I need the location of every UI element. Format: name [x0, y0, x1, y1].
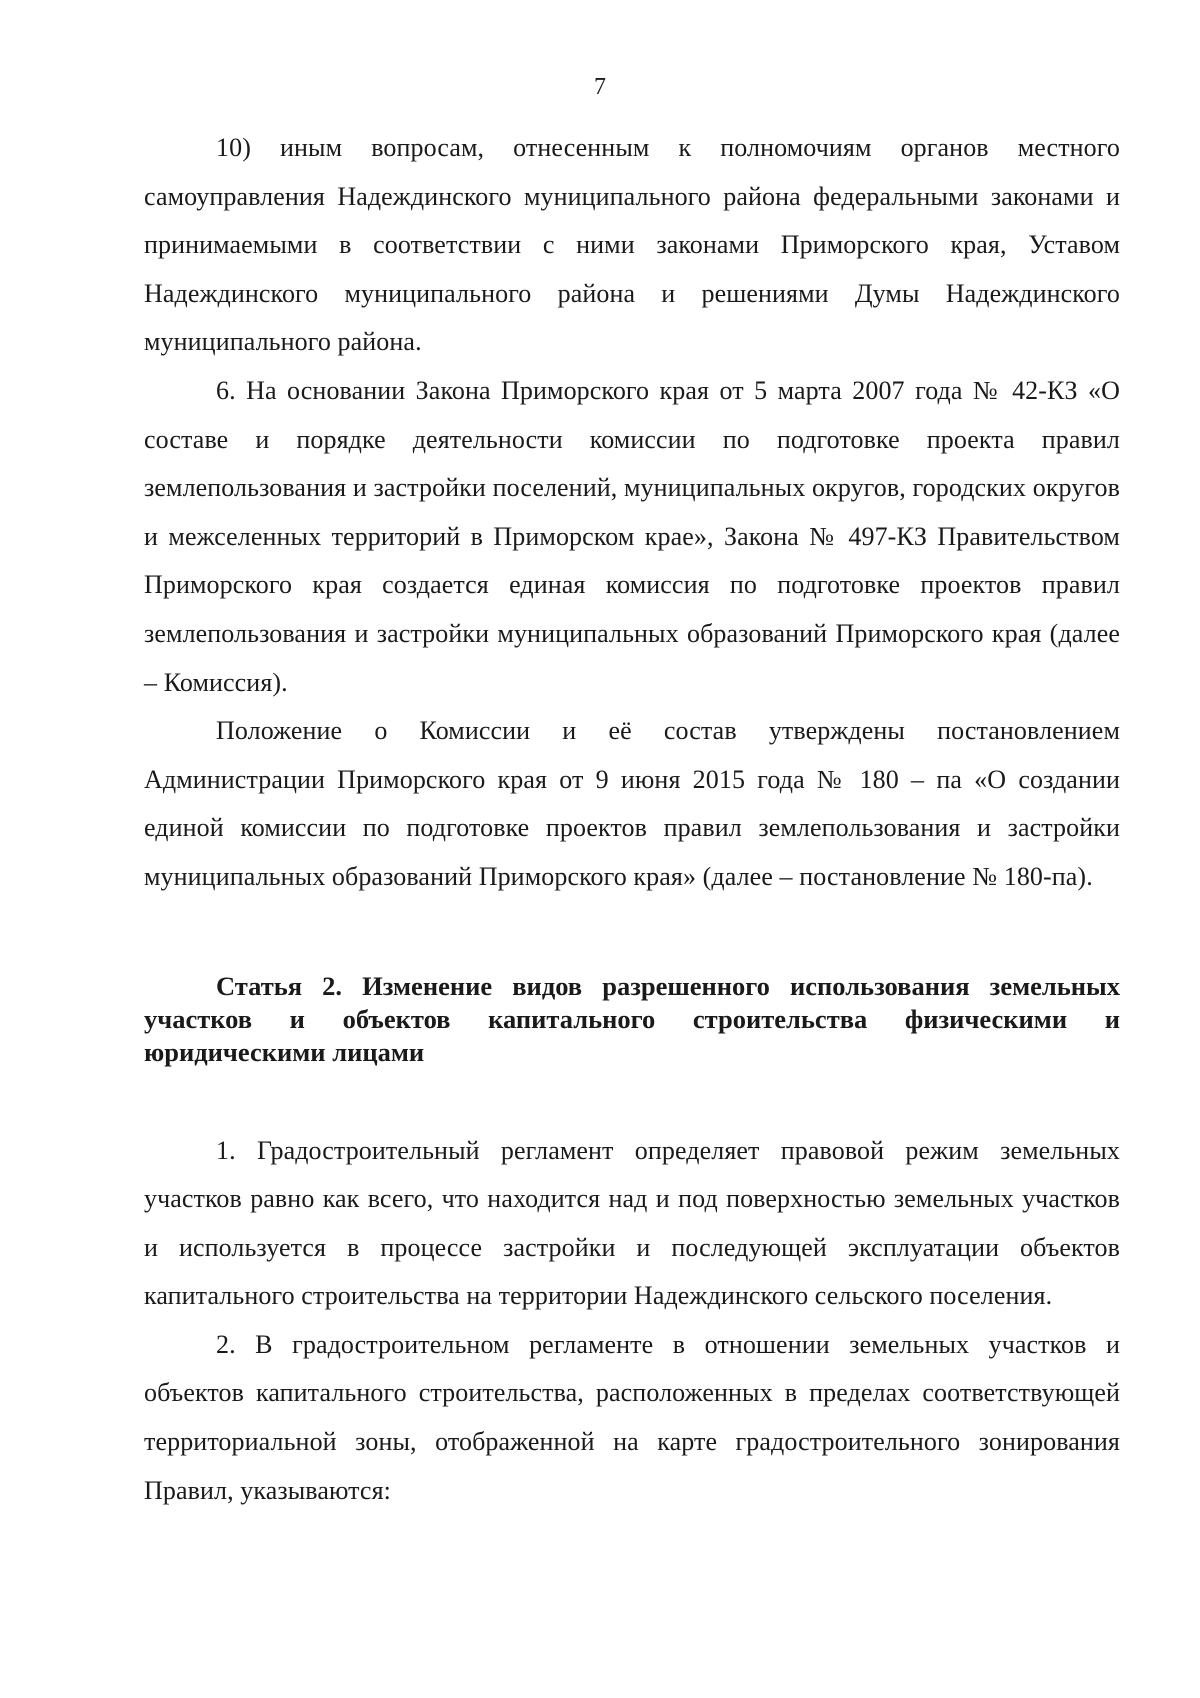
document-body: [144, 124, 1120, 1515]
paragraph-item-10: 10) иным вопросам, отнесенным к полномочиям органов местного самоуправления Надеждинского муниципального района федеральными законами и принимаемыми в соответствии с ними законами Приморского края, Уставом Надеждинского муниципального района и решениями Думы Надеждинского муниципального района.: [144, 133, 1120, 357]
page-number: 7: [594, 74, 606, 100]
paragraph-article-2-1: 1. Градостроительный регламент определяет правовой режим земельных участков равно как всего, что находится над и под поверхностью земельных участков и используется в процессе застройки и последующей эксплуатации объектов капитального строительства на территории Надеждинского сельского поселения.: [144, 1135, 1120, 1311]
paragraph-commission-regulation: Положение о Комиссии и её состав утверждены постановлением Администрации Приморского края от 9 июня 2015 года № 180 – па «О создании единой комиссии по подготовке проектов правил землепользования и застройки муниципальных образований Приморского края» (далее – постановление № 180-па).: [144, 716, 1120, 891]
paragraph-6: 6. На основании Закона Приморского края от 5 марта 2007 года № 42-КЗ «О составе и порядке деятельности комиссии по подготовке проекта правил землепользования и застройки поселений, муниципальных округов, городских округов и межселенных территорий в Приморском крае», Закона № 497-КЗ Правительством Приморского края создается единая комиссия по подготовке проектов правил землепользования и застройки муниципальных образований Приморского края (далее – Комиссия).: [144, 375, 1120, 697]
article-heading: Статья 2. Изменение видов разрешенного использования земельных участков и объектов капитального строительства физическими и юридическими лицами: [144, 970, 1120, 1067]
paragraph-article-2-2: 2. В градостроительном регламенте в отношении земельных участков и объектов капитального строительства, расположенных в пределах соответствующей территориальной зоны, отображенной на карте градостроительного зонирования Правил, указываются:: [144, 1329, 1120, 1505]
